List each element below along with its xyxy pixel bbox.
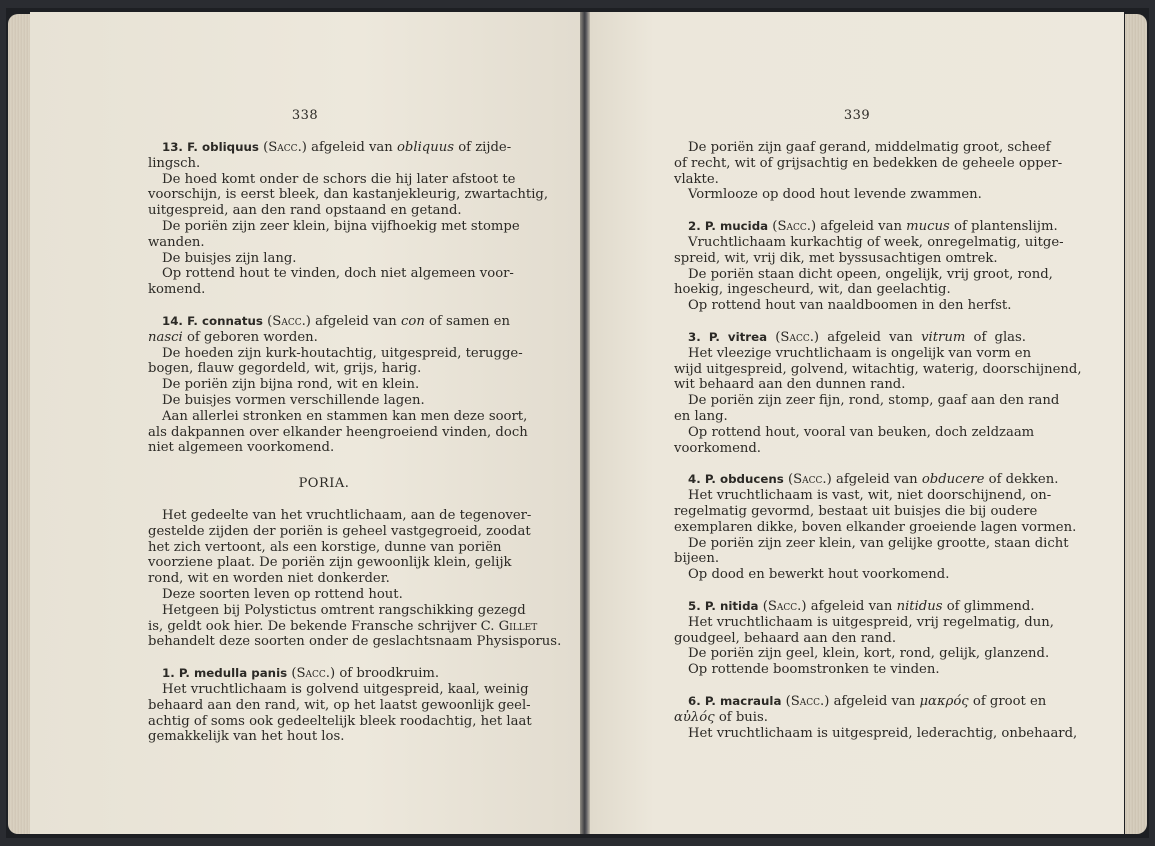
text-line: Op rottende boomstronken te vinden. <box>688 662 940 678</box>
text-line: voorschijn, is eerst bleek, dan kastanjekleurig, zwartachtig, <box>148 187 549 203</box>
entry-heading: 6. P. macraula (Sacc.) afgeleid van μακρός of groot en <box>688 693 1047 709</box>
text-line: als dakpannen over elkander heengroeiend vinden, doch <box>148 424 528 440</box>
text-line: rond, wit en worden niet donkerder. <box>148 571 390 587</box>
text-line: De hoeden zijn kurk-houtachtig, uitgespreid, terugge- <box>162 345 523 361</box>
text-line: wanden. <box>148 234 205 250</box>
text-line: De buisjes vormen verschillende lagen. <box>162 392 425 408</box>
text-line: De poriën zijn geel, klein, kort, rond, gelijk, glanzend. <box>688 646 1050 662</box>
left-page-text <box>148 140 562 745</box>
text-line: exemplaren dikke, boven elkander groeiende lagen vormen. <box>674 519 1077 535</box>
text-line: voorkomend. <box>674 440 762 456</box>
entry-heading: 13. F. obliquus (Sacc.) afgeleid van obliquus of zijde- <box>162 140 512 155</box>
text-line: Het vruchtlichaam is uitgespreid, vrij regelmatig, dun, <box>688 614 1054 630</box>
text-line: is, geldt ook hier. De bekende Fransche schrijver C. Gillet <box>148 618 538 634</box>
text-line: bogen, flauw gegordeld, wit, grijs, harig. <box>148 361 422 377</box>
text-line: of recht, wit of grijsachtig en bedekken de geheele opper- <box>674 155 1063 171</box>
text-line: Het gedeelte van het vruchtlichaam, aan de tegenover- <box>162 507 532 523</box>
entry-heading: 14. F. connatus (Sacc.) afgeleid van con of samen en <box>162 313 510 329</box>
text-line: bijeen. <box>674 551 720 567</box>
text-line: Vruchtlichaam kurkachtig of week, onregelmatig, uitge- <box>688 234 1064 250</box>
text-line: Op rottend hout van naaldboomen in den herfst. <box>688 298 1012 314</box>
text-line: wit behaard aan den dunnen rand. <box>674 377 906 393</box>
text-line: nasci of geboren worden. <box>148 329 318 345</box>
text-line: vlakte. <box>674 171 719 187</box>
entry-heading: 4. P. obducens (Sacc.) afgeleid van obducere of dekken. <box>688 472 1059 488</box>
page-edges-right <box>1125 14 1147 834</box>
open-book <box>6 8 1149 838</box>
text-line: wijd uitgespreid, golvend, witachtig, waterig, doorschijnend, <box>674 361 1082 377</box>
text-line: Het vleezige vruchtlichaam is ongelijk van vorm en <box>688 345 1032 361</box>
text-line: Op rottend hout, vooral van beuken, doch zeldzaam <box>688 424 1035 440</box>
entry-heading: 5. P. nitida (Sacc.) afgeleid van nitidus of glimmend. <box>688 598 1035 614</box>
text-line: Het vruchtlichaam is vast, wit, niet doorschijnend, on- <box>688 488 1052 504</box>
text-line: behandelt deze soorten onder de geslachtsnaam Physisporus. <box>148 634 562 650</box>
text-line: behaard aan den rand, wit, op het laatst gewoonlijk geel- <box>148 697 531 713</box>
section-heading: PORIA. <box>298 476 350 492</box>
text-line: De hoed komt onder de schors die hij later afstoot te <box>162 171 516 187</box>
text-line: De poriën zijn bijna rond, wit en klein. <box>162 377 420 393</box>
text-line: Hetgeen bij Polystictus omtrent rangschikking gezegd <box>162 602 526 618</box>
text-line: achtig of soms ook gedeeltelijk bleek roodachtig, het laat <box>148 713 532 729</box>
text-line: De poriën zijn zeer klein, bijna vijfhoekig met stompe <box>162 218 520 234</box>
text-line: Het vruchtlichaam is golvend uitgespreid, kaal, weinig <box>162 681 529 697</box>
page-number-left: 338 <box>291 108 319 123</box>
entry-heading: 1. P. medulla panis (Sacc.) of broodkruim. <box>162 666 440 682</box>
page-number-right: 339 <box>843 108 871 123</box>
text-line: De poriën zijn gaaf gerand, middelmatig groot, scheef <box>688 140 1051 155</box>
text-line: niet algemeen voorkomend. <box>148 440 335 456</box>
text-line: goudgeel, behaard aan den rand. <box>674 630 897 646</box>
text-line: De buisjes zijn lang. <box>162 250 297 266</box>
text-line: regelmatig gevormd, bestaat uit buisjes die bij oudere <box>674 503 1038 519</box>
text-line: De poriën staan dicht opeen, ongelijk, vrij groot, rond, <box>688 266 1053 282</box>
text-line: lingsch. <box>148 155 201 171</box>
text-line: gemakkelijk van het hout los. <box>148 729 345 745</box>
text-line: Op dood en bewerkt hout voorkomend. <box>688 567 950 583</box>
text-line: De poriën zijn zeer fijn, rond, stomp, gaaf aan den rand <box>688 393 1060 409</box>
text-line: Vormlooze op dood hout levende zwammen. <box>688 187 982 203</box>
right-page-text <box>674 140 1082 741</box>
text-line: gestelde zijden der poriën is geheel vastgegroeid, zoodat <box>148 523 531 539</box>
text-line: en lang. <box>674 408 728 424</box>
text-line: voorziene plaat. De poriën zijn gewoonlijk klein, gelijk <box>148 555 512 571</box>
text-line: Aan allerlei stronken en stammen kan men deze soort, <box>162 408 528 424</box>
text-line: het zich vertoont, als een korstige, dunne van poriën <box>148 539 502 555</box>
text-line: uitgespreid, aan den rand opstaand en getand. <box>148 203 462 219</box>
text-line: αὐλός of buis. <box>674 709 768 725</box>
text-line: Het vruchtlichaam is uitgespreid, lederachtig, onbehaard, <box>688 725 1078 741</box>
entry-heading: 3. P. vitrea (Sacc.) afgeleid van vitrum of glas. <box>688 329 1026 345</box>
text-line: hoekig, ingescheurd, wit, dan geelachtig. <box>674 282 951 298</box>
text-line: spreid, wit, vrij dik, met byssusachtigen omtrek. <box>674 250 998 266</box>
text-line: Op rottend hout te vinden, doch niet algemeen voor- <box>162 266 514 282</box>
left-page <box>30 12 580 834</box>
book-gutter <box>580 12 590 834</box>
text-line: komend. <box>148 282 206 298</box>
right-page <box>590 12 1124 834</box>
text-line: Deze soorten leven op rottend hout. <box>162 586 403 602</box>
text-line: De poriën zijn zeer klein, van gelijke grootte, staan dicht <box>688 535 1069 551</box>
entry-heading: 2. P. mucida (Sacc.) afgeleid van mucus of plantenslijm. <box>688 219 1058 235</box>
